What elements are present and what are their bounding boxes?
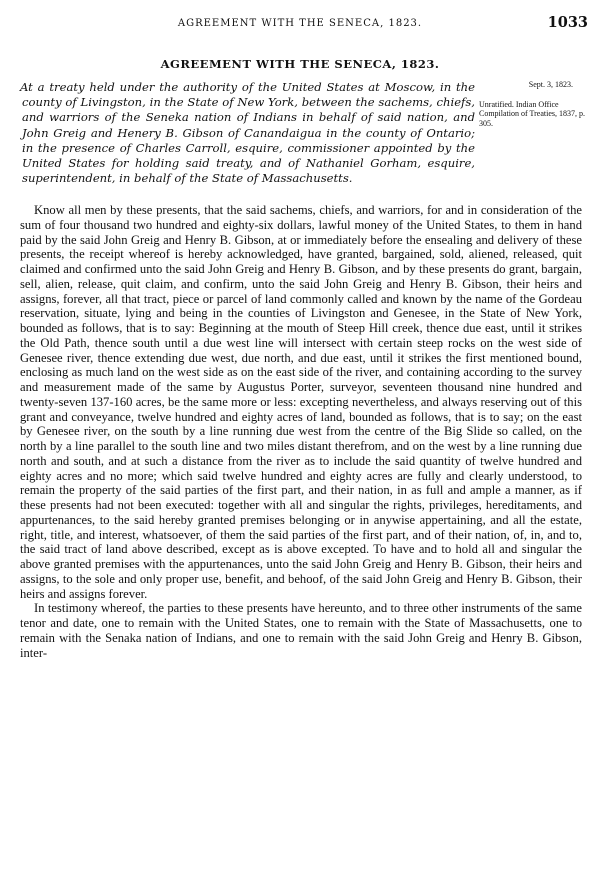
preamble-paragraph: At a treaty held under the authority of the United States at Moscow, in the county of Livingston, in the State of New York, between the sachems, chiefs, and warriors of the Seneka nation of Indians in behalf of said nation, and John Greig and Henery B. Gibson of Canandaigua in the county of Ontario; in the presence of Charles Carroll, esquire, commissioner appointed by the United States for holding said treaty, and of Nathaniel Gorham, esquire, superintendent, in behalf of the State of Massachusetts. bbox=[20, 80, 475, 186]
running-header bbox=[0, 14, 600, 34]
body-text bbox=[20, 203, 582, 660]
page-number: 1033 bbox=[547, 14, 588, 31]
body-paragraph-conveyance: Know all men by these presents, that the said sachems, chiefs, and warriors, for and in consideration of the sum of four thousand two hundred and eighty-six dollars, lawful money of the United States, to them in hand paid by the said John Greig and Henry B. Gibson, at or immediately before the ensealing and delivery of these presents, the receipt whereof is hereby acknowledged, have granted, bargained, sold, aliened, released, quit claimed and confirmed unto the said John Greig and Henry B. Gibson, and by these presents do grant, bargain, sell, alien, release, quit claim, and confirm, unto the said John Greig and Henry B. Gibson, their heirs and assigns, forever, all that tract, piece or parcel of land commonly called and known by the name of the Gordeau reservation, situate, lying and being in the counties of Livingston and Genesee, in the State of New York, bounded as follows, that is to say: Beginning at the mouth of Steep Hill creek, thence due east, until it strikes the Old Path, thence south until a due west line will intersect with certain steep rocks on the west side of Genesee river, thence extending due west, due north, and due east, until it strikes the first mentioned bound, enclosing as much land on the west side as on the east side of the river, and containing according to the survey and measurement made of the same by Augustus Porter, surveyor, seventeen thousand nine hundred and twenty-seven 137-160 acres, be the same more or less: excepting nevertheless, and always reserving out of this grant and conveyance, twelve hundred and eighty acres of land, bounded as follows, that is to say; on the east by Genesee river, on the south by a line running due west from the centre of the Big Slide so called, on the north by a line parallel to the south line and two miles distant therefrom, and on the west by a line running due north and south, and at such a distance from the river as to include the said quantity of twelve hundred and eighty acres and no more; which said twelve hundred and eighty acres are fully and clearly understood, to remain the property of the said parties of the first part, and their nation, in as full and ample a manner, as if these presents had not been executed: together with all and singular the rights, privileges, hereditaments, and appurtenances, to the said hereby granted premises belonging or in anywise appertaining, and all the estate, right, title, and interest, whatsoever, of them the said parties of the first part, and of their nation, of, in, and to, the said tract of land above described, except as is above excepted. To have and to hold all and singular the above granted premises with the appurtenances, unto the said John Greig and Henry B. Gibson, their heirs and assigns, to the sole and only proper use, benefit, and behoof, of the said John Greig and Henry B. Gibson, their heirs and assigns forever. bbox=[20, 203, 582, 601]
body-paragraph-testimony: In testimony whereof, the parties to these presents have hereunto, and to three other instruments of the same tenor and date, one to remain with the United States, one to remain with the State of Massachusetts, one to remain with the Senaka nation of Indians, and one to remain with the said John Greig and Henry B. Gibson, inter- bbox=[20, 601, 582, 660]
running-title: AGREEMENT WITH THE SENECA, 1823. bbox=[177, 18, 423, 29]
margin-note-status: Unratified. Indian Office Compilation of Treaties, 1837, p. 305. bbox=[479, 99, 585, 128]
margin-note-date: Sept. 3, 1823. bbox=[528, 80, 573, 89]
margin-notes bbox=[479, 80, 593, 128]
document-title: AGREEMENT WITH THE SENECA, 1823. bbox=[160, 57, 440, 71]
